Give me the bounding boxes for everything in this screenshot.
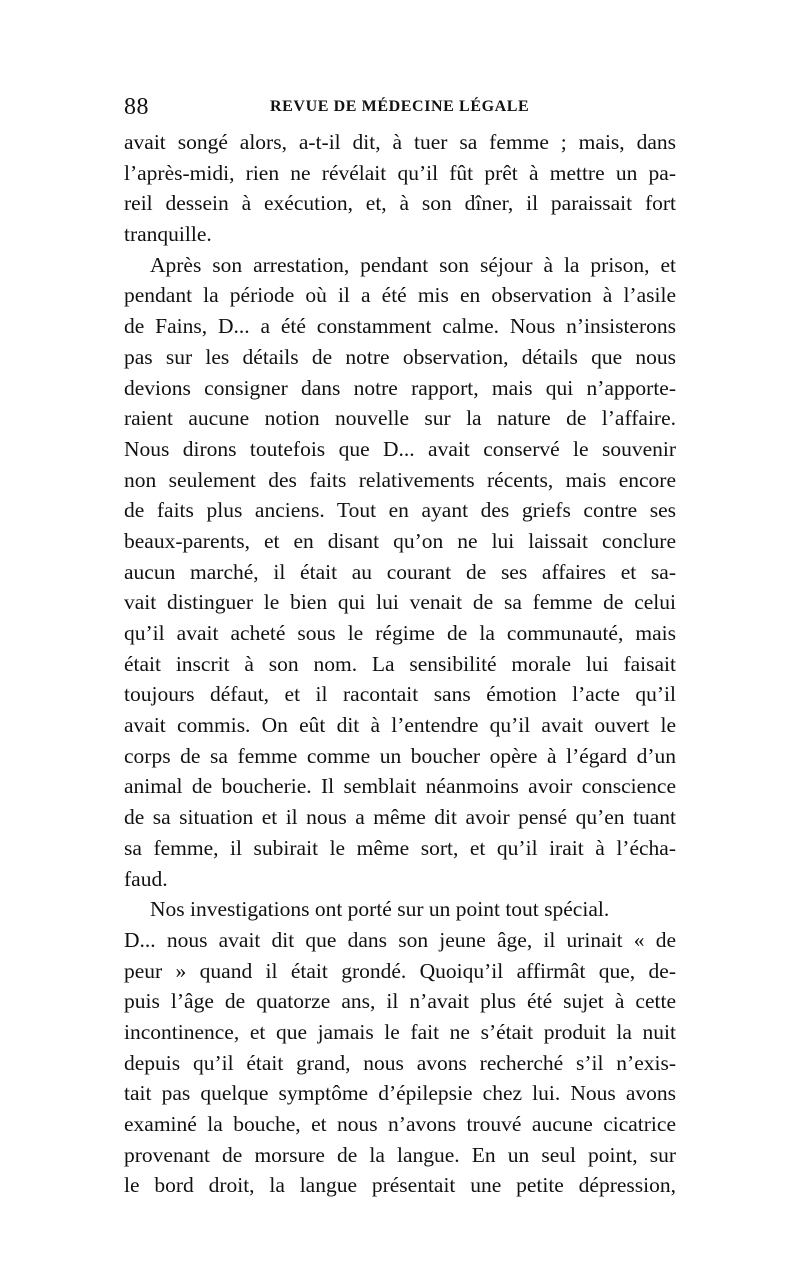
text-line: non seulement des faits relativements récents, mais encore	[124, 467, 676, 492]
text-line: animal de boucherie. Il semblait néanmoins avoir conscience	[124, 774, 676, 799]
text-line: avait commis. On eût dit à l’entendre qu’il avait ouvert le	[124, 713, 676, 738]
text-line: tait pas quelque symptôme d’épilepsie chez lui. Nous avons	[124, 1081, 676, 1106]
text-line: aucun marché, il était au courant de ses affaires et sa-	[124, 559, 676, 584]
text-line: provenant de morsure de la langue. En un seul point, sur	[124, 1142, 676, 1167]
text-line: raient aucune notion nouvelle sur la nature de l’affaire.	[124, 406, 676, 431]
text-line: puis l’âge de quatorze ans, il n’avait plus été sujet à cette	[124, 989, 676, 1014]
text-line: reil dessein à exécution, et, à son dîner, il paraissait fort	[124, 191, 676, 216]
text-line: D... nous avait dit que dans son jeune âge, il urinait « de	[124, 927, 676, 952]
text-line: faud.	[124, 866, 168, 891]
text-line: pendant la période où il a été mis en observation à l’asile	[124, 283, 676, 308]
text-line: incontinence, et que jamais le fait ne s’était produit la nuit	[124, 1019, 676, 1044]
text-line: corps de sa femme comme un boucher opère à l’égard d’un	[124, 743, 676, 768]
body-text	[124, 127, 676, 1201]
text-line: pas sur les détails de notre observation, détails que nous	[124, 344, 676, 369]
text-line: beaux-parents, et en disant qu’on ne lui laissait conclure	[124, 528, 676, 553]
running-title: REVUE DE MÉDECINE LÉGALE	[270, 98, 530, 115]
text-line: tranquille.	[124, 222, 212, 247]
text-line: vait distinguer le bien qui lui venait de sa femme de celui	[124, 590, 676, 615]
text-line: de faits plus anciens. Tout en ayant des griefs contre ses	[124, 498, 676, 523]
text-line: avait songé alors, a-t-il dit, à tuer sa femme ; mais, dans	[124, 130, 676, 154]
text-line: Nous dirons toutefois que D... avait conservé le souvenir	[124, 436, 676, 461]
text-line: devions consigner dans notre rapport, mais qui n’apporte-	[124, 375, 676, 400]
text-line: était inscrit à son nom. La sensibilité morale lui faisait	[124, 651, 676, 676]
text-line: de sa situation et il nous a même dit avoir pensé qu’en tuant	[124, 805, 676, 830]
text-line: examiné la bouche, et nous n’avons trouvé aucune cicatrice	[124, 1112, 676, 1136]
text-line: le bord droit, la langue présentait une petite dépression,	[124, 1173, 676, 1198]
page-number: 88	[124, 94, 149, 120]
text-line: de Fains, D... a été constamment calme. Nous n’insisterons	[124, 314, 676, 339]
text-line: qu’il avait acheté sous le régime de la communauté, mais	[124, 621, 676, 645]
text-line: sa femme, il subirait le même sort, et qu’il irait à l’écha-	[124, 835, 676, 860]
text-line: depuis qu’il était grand, nous avons recherché s’il n’exis-	[124, 1050, 676, 1075]
paragraph-first-line: Après son arrestation, pendant son séjour à la prison, et	[150, 252, 676, 277]
paragraph-first-line: Nos investigations ont porté sur un point tout spécial.	[150, 897, 610, 922]
running-head	[124, 92, 676, 122]
text-line: l’après-midi, rien ne révélait qu’il fût prêt à mettre un pa-	[124, 160, 676, 185]
text-line: toujours défaut, et il racontait sans émotion l’acte qu’il	[124, 682, 676, 707]
text-line: peur » quand il était grondé. Quoiqu’il affirmât que, de-	[124, 958, 676, 983]
